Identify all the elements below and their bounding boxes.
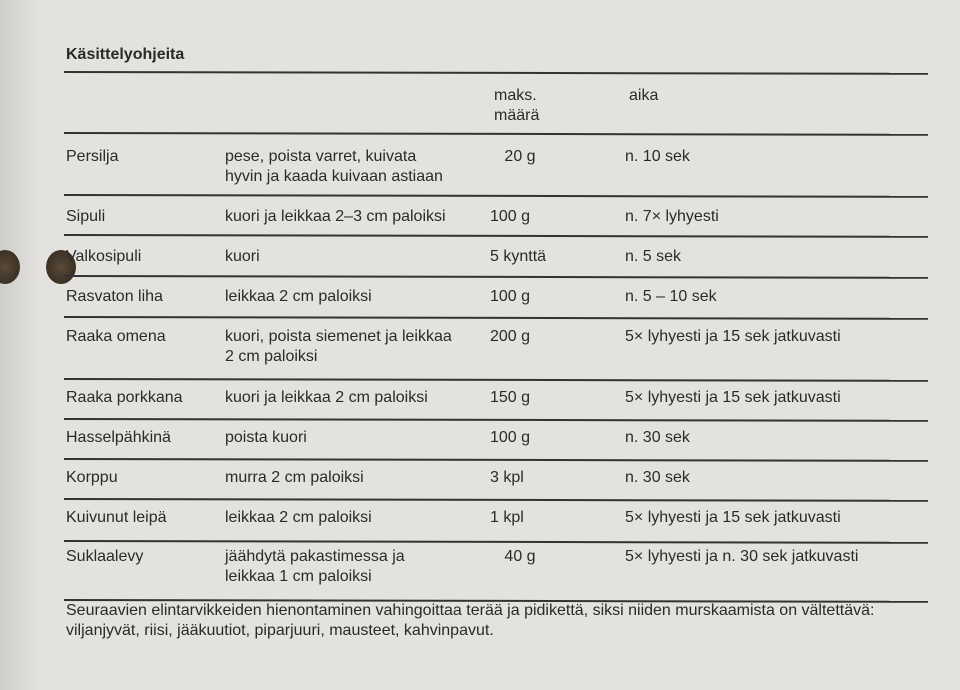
- divider: [64, 418, 928, 422]
- item-instructions: kuori, poista siemenet ja leikkaa 2 cm paloiksi: [225, 328, 452, 365]
- item-name: Sipuli: [66, 208, 106, 225]
- header-time: aika: [629, 87, 659, 104]
- divider: [64, 234, 928, 238]
- item-instructions: leikkaa 2 cm paloiksi: [225, 509, 372, 526]
- header-qty: maks. määrä: [494, 87, 540, 124]
- item-max-amount: 1 kpl: [490, 509, 524, 526]
- divider: [64, 540, 928, 544]
- item-name: Hasselpähkinä: [66, 429, 171, 446]
- item-max-amount: 100 g: [490, 208, 531, 225]
- divider: [64, 194, 928, 198]
- item-time: n. 5 – 10 sek: [625, 288, 717, 305]
- item-time: n. 7× lyhyesti: [625, 208, 719, 225]
- divider: [64, 71, 928, 75]
- item-instructions: kuori ja leikkaa 2–3 cm paloiksi: [225, 208, 446, 225]
- item-time: 5× lyhyesti ja 15 sek jatkuvasti: [625, 389, 841, 406]
- item-name: Suklaalevy: [66, 548, 144, 565]
- item-time: n. 10 sek: [625, 148, 690, 165]
- item-time: n. 5 sek: [625, 248, 682, 265]
- divider: [64, 378, 928, 382]
- item-max-amount: 100 g: [490, 429, 531, 446]
- item-max-amount: 150 g: [490, 389, 531, 406]
- item-max-amount: 3 kpl: [490, 469, 524, 486]
- item-time: 5× lyhyesti ja 15 sek jatkuvasti: [625, 328, 841, 345]
- item-max-amount: 5 kynttä: [490, 248, 547, 265]
- divider: [64, 132, 928, 136]
- item-max-amount: 20 g: [504, 148, 536, 165]
- item-time: n. 30 sek: [625, 469, 690, 486]
- footer-note: Seuraavien elintarvikkeiden hienontaminen vahingoittaa terää ja pidikettä, siksi niiden murskaamista on vältettävä: viljanjyvät, riisi, jääkuutiot, piparjuuri, mausteet, kahvinpavut.: [66, 602, 875, 639]
- divider: [64, 458, 928, 462]
- item-max-amount: 200 g: [490, 328, 531, 345]
- item-name: Valkosipuli: [66, 248, 142, 265]
- item-name: Persilja: [66, 148, 119, 165]
- item-instructions: kuori: [225, 248, 260, 265]
- item-max-amount: 40 g: [504, 548, 536, 565]
- item-name: Raaka omena: [66, 328, 166, 345]
- item-time: 5× lyhyesti ja n. 30 sek jatkuvasti: [625, 548, 859, 565]
- page-title: Käsittelyohjeita: [66, 46, 185, 63]
- item-instructions: pese, poista varret, kuivata hyvin ja kaada kuivaan astiaan: [225, 148, 443, 185]
- item-time: 5× lyhyesti ja 15 sek jatkuvasti: [625, 509, 841, 526]
- divider: [64, 275, 928, 279]
- divider: [64, 316, 928, 320]
- divider: [64, 498, 928, 502]
- item-name: Rasvaton liha: [66, 288, 163, 305]
- item-instructions: kuori ja leikkaa 2 cm paloiksi: [225, 389, 428, 406]
- page-margin: [0, 0, 40, 690]
- item-instructions: murra 2 cm paloiksi: [225, 469, 364, 486]
- item-name: Korppu: [66, 469, 118, 486]
- item-instructions: poista kuori: [225, 429, 307, 446]
- item-max-amount: 100 g: [490, 288, 531, 305]
- item-instructions: jäähdytä pakastimessa ja leikkaa 1 cm paloiksi: [225, 548, 405, 585]
- item-name: Kuivunut leipä: [66, 509, 167, 526]
- item-instructions: leikkaa 2 cm paloiksi: [225, 288, 372, 305]
- item-time: n. 30 sek: [625, 429, 690, 446]
- item-name: Raaka porkkana: [66, 389, 183, 406]
